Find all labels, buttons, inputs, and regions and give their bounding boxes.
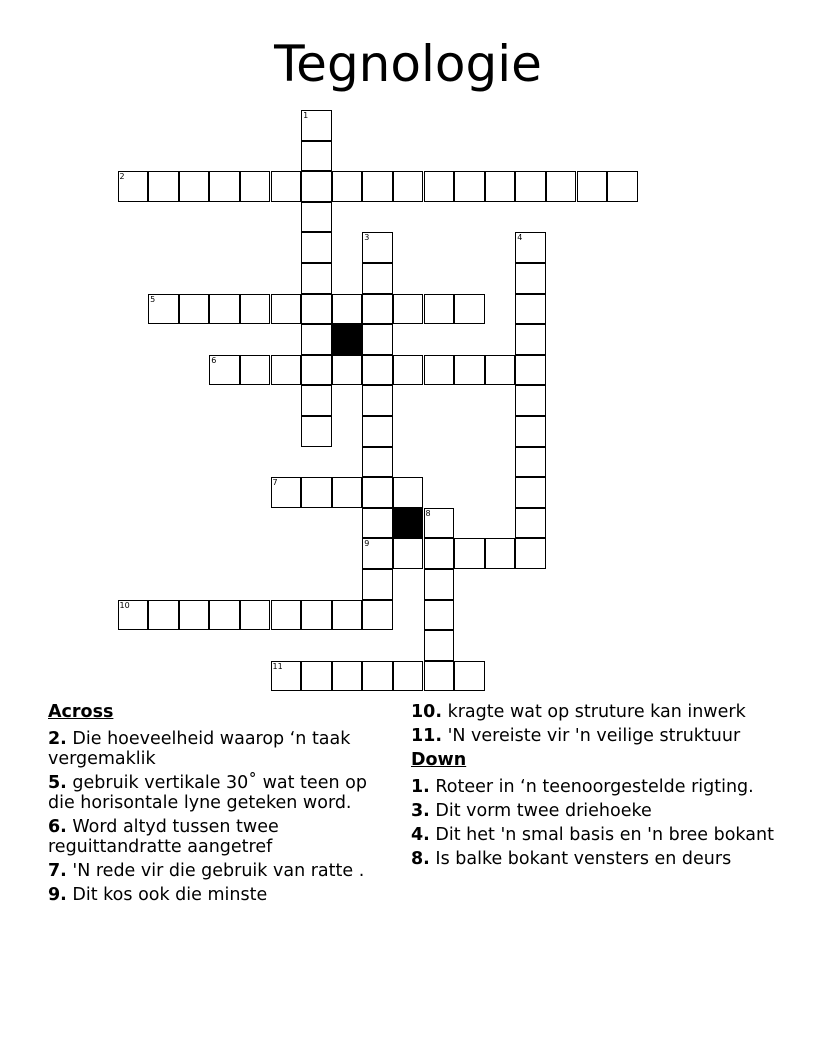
- clue-number: 7.: [48, 861, 67, 881]
- grid-cell[interactable]: [301, 477, 332, 508]
- clue-across-5: [48, 773, 398, 813]
- clue-text: Dit het 'n smal basis en 'n bree bokant: [435, 825, 774, 845]
- grid-cell[interactable]: [148, 294, 179, 325]
- grid-cell[interactable]: [209, 355, 240, 386]
- clue-number: 11.: [411, 726, 443, 746]
- grid-cell[interactable]: [454, 171, 485, 202]
- grid-cell[interactable]: [362, 600, 393, 631]
- grid-cell[interactable]: [515, 263, 546, 294]
- clue-text: Dit vorm twee driehoeke: [435, 801, 652, 821]
- grid-cell[interactable]: [240, 355, 271, 386]
- grid-cell[interactable]: [301, 355, 332, 386]
- clue-number: 10.: [411, 702, 443, 722]
- grid-cell[interactable]: [607, 171, 638, 202]
- cell-number: 9: [364, 539, 370, 549]
- clue-across-6: [48, 817, 398, 857]
- grid-cell[interactable]: [301, 416, 332, 447]
- clue-text: Word altyd tussen twee reguittandratte aangetref: [48, 817, 279, 857]
- grid-cell[interactable]: [209, 294, 240, 325]
- clue-across-2: [48, 729, 398, 769]
- cell-number: 6: [211, 355, 217, 365]
- grid-cell[interactable]: [515, 508, 546, 539]
- grid-cell[interactable]: [515, 538, 546, 569]
- clue-down-8: [411, 849, 781, 869]
- grid-cell[interactable]: [301, 385, 332, 416]
- grid-cell[interactable]: [393, 355, 424, 386]
- grid-cell[interactable]: [148, 600, 179, 631]
- clue-down-1: [411, 777, 781, 797]
- clue-down-4: [411, 825, 781, 845]
- grid-cell[interactable]: [485, 355, 516, 386]
- cell-number: 10: [119, 600, 130, 610]
- grid-cell[interactable]: [454, 661, 485, 692]
- clue-number: 4.: [411, 825, 430, 845]
- grid-cell[interactable]: [301, 202, 332, 233]
- grid-cell[interactable]: [362, 447, 393, 478]
- grid-cell[interactable]: [454, 538, 485, 569]
- grid-cell[interactable]: [332, 661, 363, 692]
- grid-cell[interactable]: [393, 477, 424, 508]
- black-square: [332, 324, 363, 355]
- clue-across-10: [411, 702, 781, 722]
- grid-cell[interactable]: [362, 569, 393, 600]
- grid-cell[interactable]: [209, 600, 240, 631]
- grid-cell[interactable]: [362, 385, 393, 416]
- cell-number: 5: [150, 294, 156, 304]
- clue-text: Is balke bokant vensters en deurs: [435, 849, 732, 869]
- grid-cell[interactable]: [240, 171, 271, 202]
- cell-number: 3: [364, 233, 370, 243]
- grid-cell[interactable]: [362, 477, 393, 508]
- clue-number: 3.: [411, 801, 430, 821]
- cell-number: 1: [303, 111, 309, 120]
- down-heading: Down: [411, 750, 467, 770]
- grid-cell[interactable]: [424, 294, 455, 325]
- grid-cell[interactable]: [209, 171, 240, 202]
- grid-cell[interactable]: [454, 355, 485, 386]
- grid-cell[interactable]: [515, 477, 546, 508]
- grid-cell[interactable]: [271, 294, 302, 325]
- grid-cell[interactable]: [577, 171, 608, 202]
- grid-cell[interactable]: [240, 600, 271, 631]
- clue-text: kragte wat op struture kan inwerk: [447, 702, 746, 722]
- clue-number: 8.: [411, 849, 430, 869]
- grid-cell[interactable]: [362, 508, 393, 539]
- grid-cell[interactable]: [362, 232, 393, 263]
- grid-cell[interactable]: [301, 110, 332, 141]
- grid-cell[interactable]: [118, 171, 149, 202]
- grid-cell[interactable]: [393, 171, 424, 202]
- grid-cell[interactable]: [424, 569, 455, 600]
- grid-cell[interactable]: [301, 324, 332, 355]
- clue-number: 1.: [411, 777, 430, 797]
- grid-cell[interactable]: [393, 661, 424, 692]
- grid-cell[interactable]: [546, 171, 577, 202]
- puzzle-title: Tegnologie: [274, 35, 542, 93]
- grid-cell[interactable]: [118, 600, 149, 631]
- grid-cell[interactable]: [271, 661, 302, 692]
- grid-cell[interactable]: [301, 661, 332, 692]
- grid-cell[interactable]: [301, 600, 332, 631]
- grid-cell[interactable]: [424, 661, 455, 692]
- grid-cell[interactable]: [271, 477, 302, 508]
- grid-cell[interactable]: [393, 294, 424, 325]
- grid-cell[interactable]: [332, 294, 363, 325]
- cell-number: 8: [425, 508, 431, 518]
- clue-text: Roteer in ‘n teenoorgestelde rigting.: [435, 777, 754, 797]
- clue-text: Dit kos ook die minste: [72, 885, 268, 905]
- grid-cell[interactable]: [301, 294, 332, 325]
- grid-cell[interactable]: [515, 324, 546, 355]
- clues-column-right: [411, 702, 781, 873]
- clue-number: 2.: [48, 729, 67, 749]
- grid-cell[interactable]: [179, 294, 210, 325]
- grid-cell[interactable]: [485, 538, 516, 569]
- clue-number: 5.: [48, 773, 67, 793]
- grid-cell[interactable]: [271, 600, 302, 631]
- grid-cell[interactable]: [424, 355, 455, 386]
- clue-number: 9.: [48, 885, 67, 905]
- grid-cell[interactable]: [148, 171, 179, 202]
- grid-cell[interactable]: [424, 600, 455, 631]
- grid-cell[interactable]: [393, 538, 424, 569]
- grid-cell[interactable]: [515, 232, 546, 263]
- grid-cell[interactable]: [515, 294, 546, 325]
- clue-text: 'N vereiste vir 'n veilige struktuur: [447, 726, 741, 746]
- grid-cell[interactable]: [515, 171, 546, 202]
- clue-number: 6.: [48, 817, 67, 837]
- clue-across-9: [48, 885, 398, 905]
- grid-cell[interactable]: [515, 416, 546, 447]
- grid-cell[interactable]: [485, 171, 516, 202]
- cell-number: 7: [272, 478, 278, 488]
- grid-cell[interactable]: [424, 538, 455, 569]
- grid-cell[interactable]: [515, 355, 546, 386]
- grid-cell[interactable]: [332, 355, 363, 386]
- grid-cell[interactable]: [301, 141, 332, 172]
- grid-cell[interactable]: [362, 661, 393, 692]
- grid-cell[interactable]: [515, 447, 546, 478]
- clue-across-7: [48, 861, 398, 881]
- grid-cell[interactable]: [362, 324, 393, 355]
- across-heading: Across: [48, 702, 114, 722]
- cell-number: 4: [517, 233, 523, 243]
- grid-cell[interactable]: [332, 477, 363, 508]
- grid-cell[interactable]: [424, 171, 455, 202]
- grid-cell[interactable]: [301, 171, 332, 202]
- grid-cell[interactable]: [362, 294, 393, 325]
- clue-text: 'N rede vir die gebruik van ratte .: [72, 861, 365, 881]
- grid-cell[interactable]: [332, 600, 363, 631]
- cell-number: 2: [119, 172, 125, 182]
- grid-cell[interactable]: [362, 538, 393, 569]
- grid-cell[interactable]: [362, 416, 393, 447]
- cell-number: 11: [272, 661, 283, 671]
- clue-text: gebruik vertikale 30˚ wat teen op die horisontale lyne geteken word.: [48, 773, 367, 813]
- grid-cell[interactable]: [362, 263, 393, 294]
- clue-text: Die hoeveelheid waarop ‘n taak vergemaklik: [48, 729, 351, 769]
- grid-cell[interactable]: [515, 385, 546, 416]
- grid-cell[interactable]: [240, 294, 271, 325]
- grid-cell[interactable]: [332, 171, 363, 202]
- grid-cell[interactable]: [179, 600, 210, 631]
- grid-cell[interactable]: [301, 232, 332, 263]
- grid-cell[interactable]: [424, 630, 455, 661]
- grid-cell[interactable]: [424, 508, 455, 539]
- grid-cell[interactable]: [271, 171, 302, 202]
- grid-cell[interactable]: [301, 263, 332, 294]
- grid-cell[interactable]: [362, 171, 393, 202]
- grid-cell[interactable]: [179, 171, 210, 202]
- clue-down-3: [411, 801, 781, 821]
- grid-cell[interactable]: [454, 294, 485, 325]
- black-square: [393, 508, 424, 539]
- grid-cell[interactable]: [362, 355, 393, 386]
- grid-cell[interactable]: [271, 355, 302, 386]
- clue-across-11: [411, 726, 781, 746]
- clues-column-left: [48, 702, 398, 909]
